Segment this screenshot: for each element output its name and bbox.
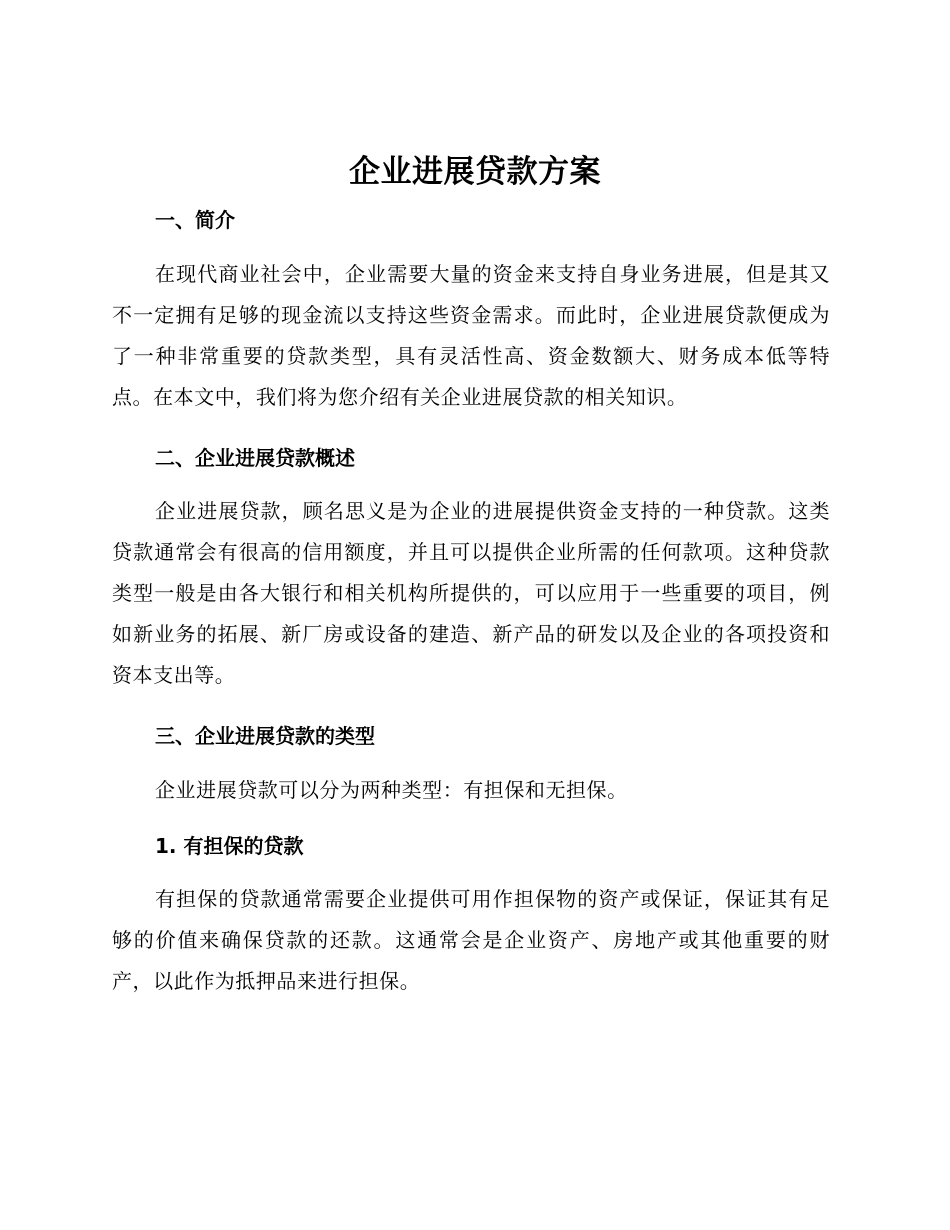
section-paragraph-overview: 企业进展贷款，顾名思义是为企业的进展提供资金支持的一种贷款。这类贷款通常会有很高的信用额度，并且可以提供企业所需的任何款项。这种贷款类型一般是由各大银行和相关机构所提供的，可以应用于一些重要的项目，例如新业务的拓展、新厂房或设备的建造、新产品的研发以及企业的各项投资和资本支出等。 xyxy=(112,499,830,687)
section-heading-introduction: 一、简介 xyxy=(155,208,235,232)
section-paragraph-secured-loan: 有担保的贷款通常需要企业提供可用作担保物的资产或保证，保证其有足够的价值来确保贷款的还款。这通常会是企业资产、房地产或其他重要的财产，以此作为抵押品来进行担保。 xyxy=(112,887,830,993)
section-heading-secured-loan: 1. 有担保的贷款 xyxy=(155,834,304,858)
section-paragraph-introduction: 在现代商业社会中，企业需要大量的资金来支持自身业务进展，但是其又不一定拥有足够的现金流以支持这些资金需求。而此时，企业进展贷款便成为了一种非常重要的贷款类型，具有灵活性高、资金数额大、财务成本低等特点。在本文中，我们将为您介绍有关企业进展贷款的相关知识。 xyxy=(112,262,830,409)
section-heading-types: 三、企业进展贷款的类型 xyxy=(155,724,375,748)
document-title: 企业进展贷款方案 xyxy=(349,154,601,190)
section-heading-overview: 二、企业进展贷款概述 xyxy=(155,446,355,470)
section-paragraph-types: 企业进展贷款可以分为两种类型：有担保和无担保。 xyxy=(155,778,628,802)
